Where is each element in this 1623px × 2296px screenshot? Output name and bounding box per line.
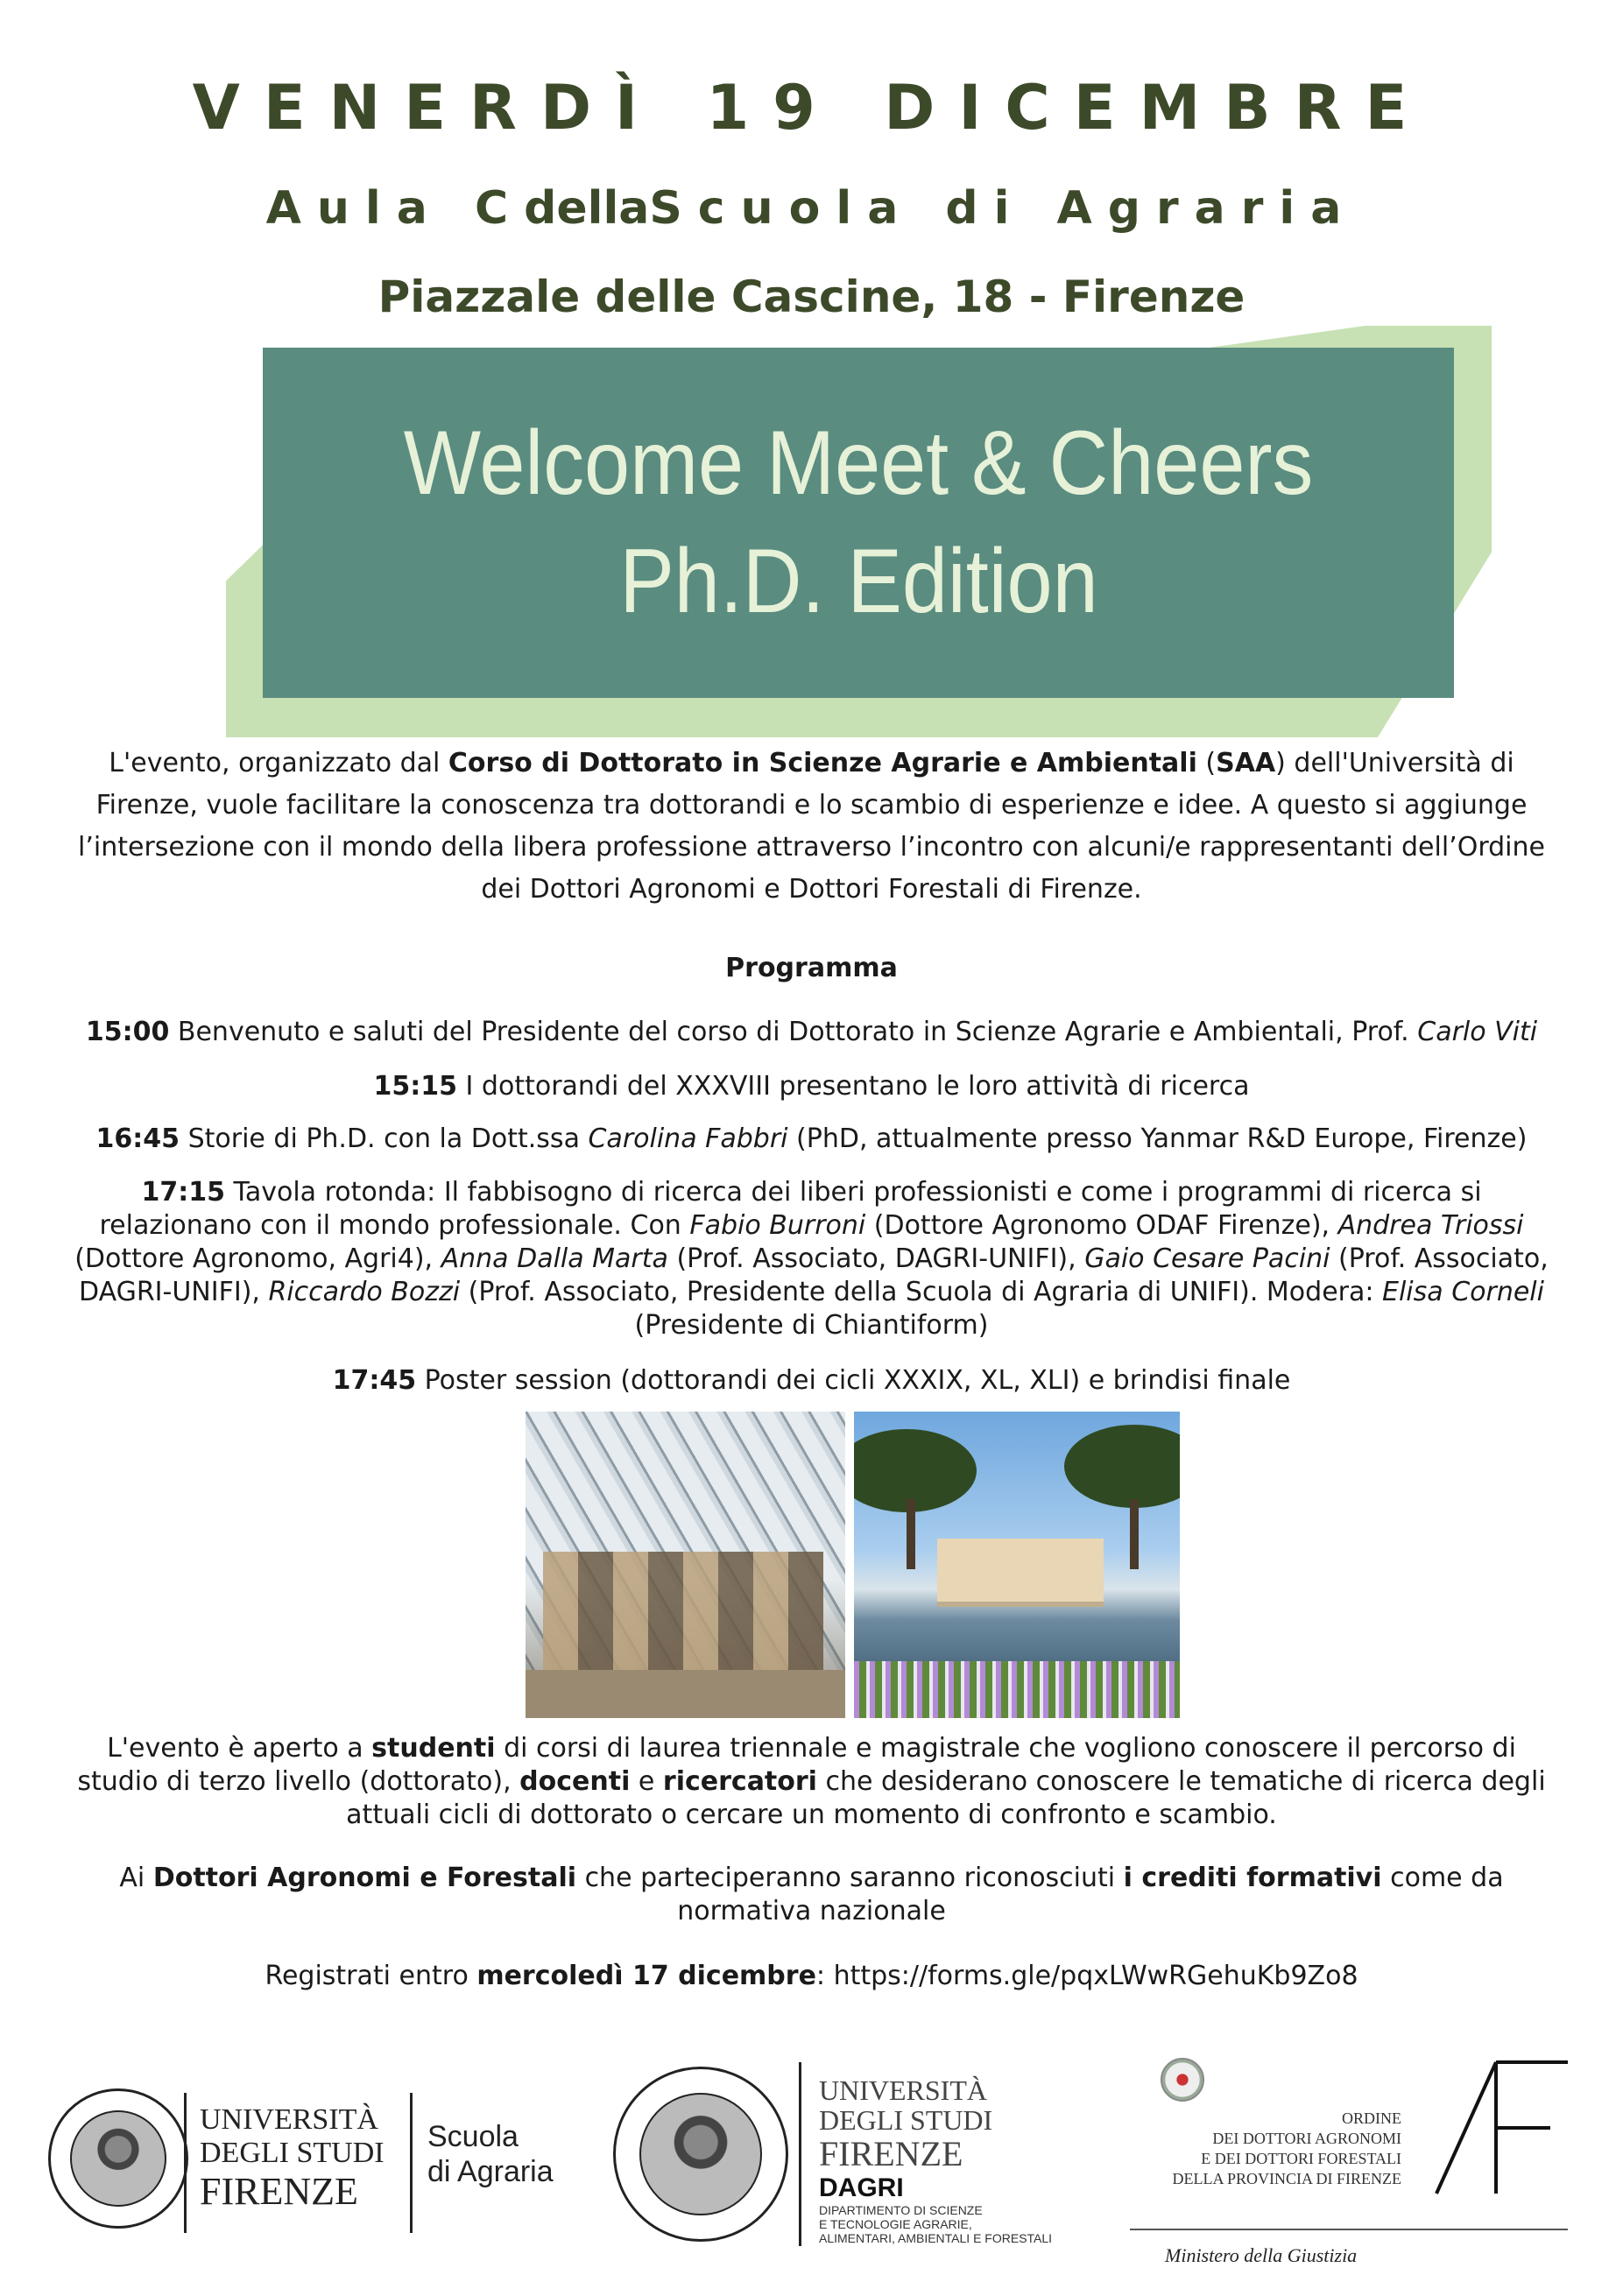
- intro-course-acronym: SAA: [1216, 748, 1276, 778]
- credits-text: che parteciperanno saranno riconosciuti: [576, 1863, 1124, 1893]
- credits-target: Dottori Agronomi e Forestali: [152, 1863, 577, 1893]
- photo-arcade: [543, 1552, 823, 1683]
- audience-students: studenti: [371, 1733, 496, 1764]
- program-time: 15:15: [373, 1071, 457, 1102]
- venue-della: della: [524, 182, 650, 235]
- program-title: Programma: [725, 953, 898, 983]
- dagri-line3: FIRENZE: [819, 2134, 963, 2173]
- audience-text: e: [630, 1766, 663, 1797]
- dagri-line2: DEGLI STUDI: [819, 2104, 993, 2136]
- credits-highlight: i crediti formativi: [1123, 1863, 1382, 1893]
- audience-text: L'evento è aperto a: [107, 1733, 372, 1764]
- photo-flowers: [854, 1661, 1180, 1718]
- intro-course-name: Corso di Dottorato in Scienze Agrarie e Ambientali: [448, 748, 1197, 778]
- program-time: 17:15: [141, 1177, 225, 1208]
- program-item: [70, 1176, 1553, 1342]
- venue-room: Aula C: [265, 182, 525, 235]
- program-speaker: Anna Dalla Marta: [441, 1243, 668, 1274]
- audience-text: di corsi di laurea triennale e magistrale che vogliono conoscere il percorso di studio di terzo livello (dottorato),: [77, 1733, 1516, 1797]
- program-text: (Presidente di Chiantiform): [634, 1310, 989, 1341]
- intro-paragraph: [70, 743, 1553, 911]
- intro-text: (: [1196, 748, 1217, 778]
- photo-tree-trunk: [1130, 1499, 1139, 1569]
- program-item: [70, 1070, 1553, 1103]
- program-text: (Dottore Agronomo, Agri4),: [74, 1243, 441, 1274]
- credits-paragraph: [70, 1862, 1553, 1928]
- program-time: 16:45: [95, 1123, 180, 1154]
- program-text: Tavola rotonda: Il fabbisogno di ricerca dei liberi professionisti e come i programmi di ricerca si relazionano con il mondo professionale. Con: [99, 1177, 1482, 1241]
- event-venue: [0, 182, 1623, 235]
- dagri-wordmark: [819, 2075, 1052, 2245]
- seal-emblem-icon: [639, 2093, 762, 2215]
- credits-text: come da normativa nazionale: [677, 1863, 1504, 1926]
- program-speaker: Riccardo Bozzi: [268, 1277, 461, 1307]
- program-text: Storie di Ph.D. con la Dott.ssa: [180, 1123, 589, 1154]
- dagri-dept-line2: E TECNOLOGIE AGRARIE,: [819, 2217, 972, 2231]
- credits-text: Ai: [119, 1863, 153, 1893]
- program-text: (Prof. Associato, DAGRI-UNIFI),: [667, 1243, 1085, 1274]
- audience-researchers: ricercatori: [662, 1766, 817, 1797]
- dagri-seal-logo: [613, 2067, 788, 2242]
- program-item: [70, 1016, 1553, 1049]
- program-speaker: Andrea Triossi: [1337, 1210, 1524, 1241]
- photo-pine-tree: [1064, 1425, 1180, 1508]
- logo-divider: [410, 2093, 413, 2233]
- photo-pine-tree: [854, 1429, 977, 1512]
- program-text: (Dottore Agronomo ODAF Firenze),: [865, 1210, 1338, 1241]
- unifi-wordmark: [200, 2103, 385, 2214]
- program-text: Poster session (dottorandi dei cicli XXXIX, XL, XLI) e brindisi finale: [416, 1365, 1291, 1396]
- program-speaker: Gaio Cesare Pacini: [1084, 1243, 1330, 1274]
- school-line2: di Agraria: [427, 2155, 554, 2188]
- unifi-line3: FIRENZE: [200, 2170, 358, 2213]
- odaf-line4: DELLA PROVINCIA DI FIRENZE: [1172, 2170, 1401, 2187]
- dagri-acronym: DAGRI: [819, 2173, 904, 2202]
- banner-title-line1: Welcome Meet & Cheers: [403, 412, 1314, 514]
- photo-tree-trunk: [907, 1499, 915, 1569]
- odaf-rule: [1130, 2229, 1568, 2230]
- program-text: I dottorandi del XXXVIII presentano le loro attività di ricerca: [457, 1071, 1250, 1102]
- title-banner: [226, 326, 1492, 737]
- unifi-line1: UNIVERSITÀ: [200, 2103, 378, 2136]
- banner-title-line2: Ph.D. Edition: [618, 531, 1098, 632]
- odaf-text: [1130, 2109, 1401, 2189]
- photo-glass-atrium: [526, 1412, 845, 1718]
- program-text: (PhD, attualmente presso Yanmar R&D Europe, Firenze): [787, 1123, 1528, 1154]
- dagri-line1: UNIVERSITÀ: [819, 2074, 987, 2106]
- registration-line[interactable]: [70, 1955, 1553, 1997]
- audience-text: che desiderano conoscere le tematiche di ricerca degli attuali cicli di dottorato o cercare un momento di confronto e scambio.: [346, 1766, 1546, 1830]
- program-time: 17:45: [332, 1365, 417, 1396]
- unifi-seal-logo: [48, 2088, 188, 2229]
- program-speaker: Elisa Corneli: [1382, 1277, 1544, 1307]
- program-text: (Prof. Associato, Presidente della Scuola di Agraria di UNIFI). Modera:: [460, 1277, 1383, 1307]
- intro-text: ) dell'Università di Firenze, vuole facilitare la conoscenza tra dottorandi e lo scambio di esperienze e idee. A questo si aggiunge l’intersezione con il mondo della libera professione attraverso l’incontro con alcuni/e rappresentanti dell’Ordine dei Dottori Agronomi e Dottori Forestali di Firenze.: [78, 748, 1545, 905]
- logo-divider: [184, 2093, 187, 2233]
- program-time: 15:00: [85, 1017, 170, 1047]
- program-item: [70, 1364, 1553, 1398]
- unifi-line2: DEGLI STUDI: [200, 2137, 385, 2169]
- audience-paragraph: [70, 1732, 1553, 1832]
- program-item: [70, 1123, 1553, 1156]
- school-line1: Scuola: [427, 2120, 519, 2153]
- seal-emblem-icon: [70, 2110, 166, 2207]
- banner-box: [263, 348, 1454, 698]
- program-speaker: Carolina Fabbri: [588, 1123, 788, 1154]
- registration-deadline: mercoledì 17 dicembre: [476, 1961, 816, 1991]
- program-speaker: Carlo Viti: [1417, 1017, 1538, 1047]
- registration-text: Registrati entro: [265, 1961, 477, 1991]
- odaf-af-mark: [1419, 2053, 1577, 2202]
- logo-divider: [799, 2062, 801, 2246]
- program-text: Benvenuto e saluti del Presidente del corso di Dottorato in Scienze Agrarie e Ambientali, Prof.: [169, 1017, 1418, 1047]
- audience-teachers: docenti: [519, 1766, 631, 1797]
- photo-villa-lake: [854, 1412, 1180, 1718]
- event-date: VENERDÌ 19 DICEMBRE: [192, 72, 1431, 144]
- program-text: (Prof. Associato, DAGRI-UNIFI),: [79, 1243, 1549, 1307]
- dagri-dept-line1: DIPARTIMENTO DI SCIENZE: [819, 2203, 983, 2217]
- venue-school: Scuola di Agraria: [649, 182, 1358, 235]
- event-address: Piazzale delle Cascine, 18 - Firenze: [378, 271, 1245, 322]
- photo-villa: [937, 1539, 1104, 1607]
- odaf-line3: E DEI DOTTORI FORESTALI: [1201, 2150, 1401, 2167]
- odaf-line1: ORDINE: [1342, 2109, 1401, 2127]
- program-speaker: Fabio Burroni: [689, 1210, 866, 1241]
- photo-floor: [526, 1670, 845, 1718]
- registration-link[interactable]: : https://forms.gle/pqxLWwRGehuKb9Zo8: [815, 1961, 1358, 1991]
- school-name: [427, 2119, 554, 2189]
- ministry-name: Ministero della Giustizia: [1165, 2244, 1358, 2266]
- dagri-dept-line3: ALIMENTARI, AMBIENTALI E FORESTALI: [819, 2231, 1053, 2245]
- odaf-line2: DEI DOTTORI AGRONOMI: [1212, 2130, 1401, 2147]
- italian-emblem-icon: [1161, 2058, 1204, 2102]
- af-monogram-icon: [1419, 2053, 1577, 2202]
- intro-text: L'evento, organizzato dal: [109, 748, 448, 778]
